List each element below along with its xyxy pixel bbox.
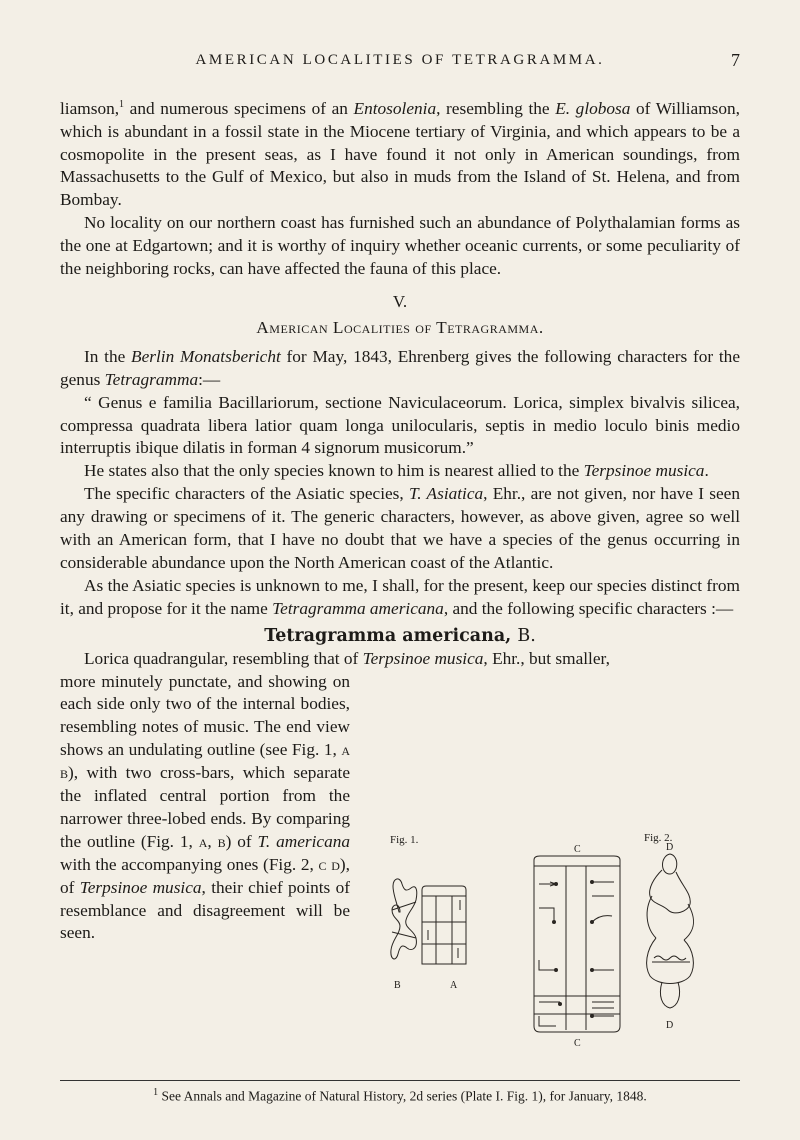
figure-drawings — [378, 830, 718, 1070]
body-text — [60, 94, 740, 945]
running-head: AMERICAN LOCALITIES OF TETRAGRAMMA. — [195, 52, 605, 68]
latin-quote: “ Genus e familia Bacillariorum, sectione Naviculaceorum. Lorica, simplex bivalvis silicea, compressa quadrata libera latior quam longa unilocularis, septis in medio loculo binis medio interruptis ibique dilatis in forman 4 signorum musicorum.” — [60, 392, 740, 458]
paragraph-6: The specific characters of the Asiatic species, T. Asiatica, Ehr., are not given, nor have I seen any drawing or specimens of it. The generic characters, however, as above given, agree so well with an American form, that I have no doubt that we have a species of the genus occurring in considerable abundance upon the North American coast of the Atlantic. — [60, 484, 740, 572]
fig-2-note-dots — [552, 880, 594, 1018]
paragraph-1: liamson,$^1$ and numerous specimens of an Entosolenia, resembling the E. globosa of Williamson, which is abundant in a fossil state in the Miocene tertiary of Virginia, and which appears to be a cosmopolite in the present seas, as I have found it not only in American soundings, from Massachusetts to the Gulf of Mexico, but also in muds from the Island of St. Helena, and from Bombay. — [60, 98, 740, 210]
fig-1-label: Fig. 1. — [390, 834, 419, 846]
fig-2-letter-d-bottom: D — [666, 1020, 674, 1031]
footnote: $^1$ See Annals and Magazine of Natural History, 2d series (Plate I. Fig. 1), for January, 1848. — [153, 1087, 647, 1104]
paragraph-5: He states also that the only species known to him is nearest allied to the Terpsinoe musica. — [84, 461, 709, 481]
figures-area — [378, 830, 718, 1070]
paragraph-2: No locality on our northern coast has furnished such an abundance of Polythalamian forms as the one at Edgartown; and it is worthy of inquiry whether oceanic currents, or some peculiarity of the neighboring rocks, can have affected the fauna of this place. — [60, 213, 740, 279]
footnote-rule — [60, 1080, 740, 1081]
fig-2-outline-d — [647, 854, 694, 1008]
fig-1-letter-b: B — [394, 980, 401, 991]
section-numeral: V. — [392, 292, 408, 312]
fig-2-letter-c-top: C — [574, 844, 581, 855]
paragraph-7: As the Asiatic species is unknown to me, I shall, for the present, keep our species distinct from it, and propose for it the name Tetragramma americana, and the following specific characters :— — [60, 575, 740, 618]
fig-1-rectangles-a — [422, 886, 466, 964]
page-number: 7 — [731, 50, 740, 70]
fig-2-letter-c-bottom: C — [574, 1038, 581, 1049]
fig-1-letter-a: A — [450, 980, 458, 991]
paragraph-3: In the Berlin Monatsbericht for May, 1843, Ehrenberg gives the following characters for the genus Tetragramma:— — [60, 346, 740, 389]
fig-1-outline-b — [391, 879, 417, 959]
fig-2-rectangle-c — [534, 856, 620, 1032]
fig-2-letter-d-top: D — [666, 842, 674, 853]
section-title: American Localities of Tetragramma. — [256, 317, 544, 337]
paragraph-8-lead: Lorica quadrangular, resembling that of Terpsinoe musica, Ehr., but smaller, — [84, 648, 610, 668]
paragraph-8-body: more minutely punctate, and showing on each side only two of the internal bodies, resembling notes of music. The end view shows an undulating outline (see Fig. 1, a b), with two cross-bars, which separate the inflated central portion from the narrower three-lobed ends. By comparing the outline (Fig. 1, a, b) of T. americana with the accompanying ones (Fig. 2, c d), of Terpsinoe musica, their chief points of resemblance and disagreement will be seen. — [60, 671, 350, 943]
fig-2-label: Fig. 2. — [644, 832, 673, 844]
species-heading: Tetragramma americana, B. — [264, 625, 536, 646]
